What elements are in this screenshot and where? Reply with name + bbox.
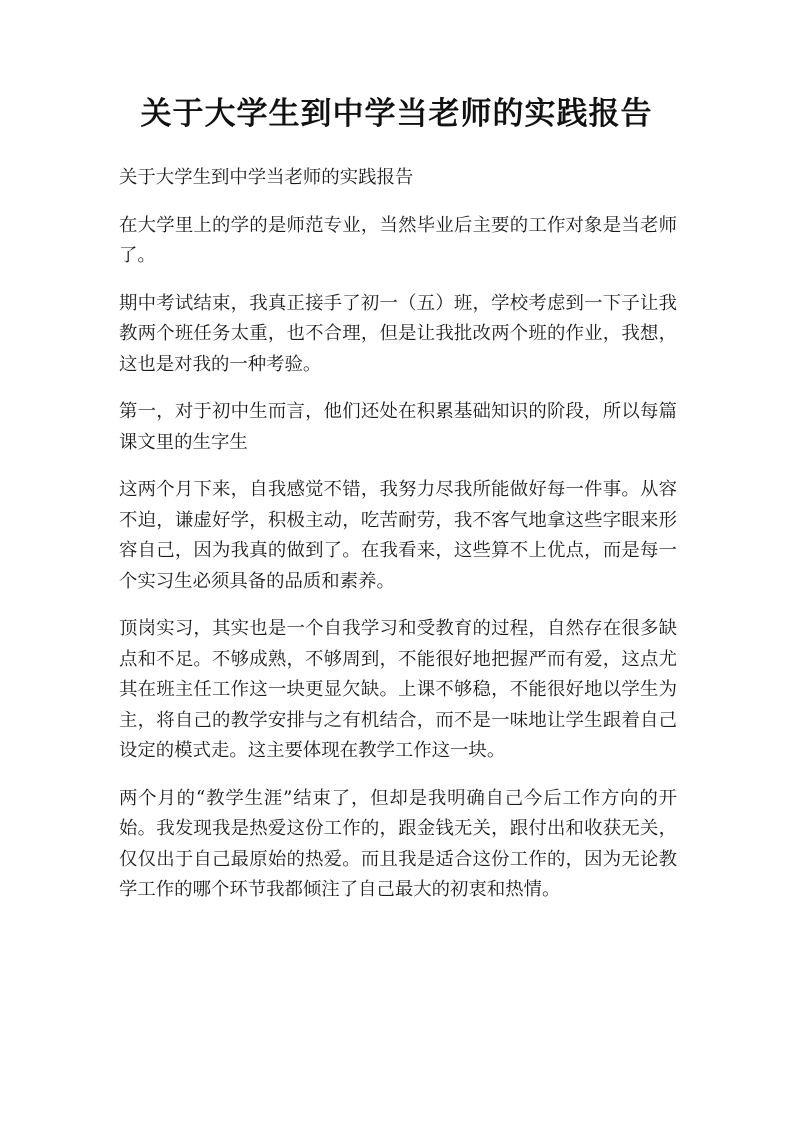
- paragraph-major: 在大学里上的学的是师范专业，当然毕业后主要的工作对象是当老师了。: [119, 214, 677, 266]
- paragraph-two-months: 这两个月下来，自我感觉不错，我努力尽我所能做好每一件事。从容不迫，谦虚好学，积极主动，吃苦耐劳，我不客气地拿这些字眼来形容自己，因为我真的做到了。在我看来，这些算不上优点，而是每一个实习生必须具备的品质和素养。: [119, 479, 677, 592]
- paragraph-subtitle: 关于大学生到中学当老师的实践报告: [119, 167, 414, 188]
- paragraph-first-point: 第一，对于初中生而言，他们还处在积累基础知识的阶段，所以每篇课文里的生字生: [119, 401, 677, 453]
- paragraph-internship-shortcomings: 顶岗实习，其实也是一个自我学习和受教育的过程，自然存在很多缺点和不足。不够成熟，不够周到，不能很好地把握严而有爱，这点尤其在班主任工作这一块更显欠缺。上课不够稳，不能很好地以学生为主，将自己的教学安排与之有机结合，而不是一味地让学生跟着自己设定的模式走。这主要体现在教学工作这一块。: [119, 618, 677, 761]
- document-body: [119, 163, 677, 923]
- paragraph-conclusion: 两个月的“教学生涯”结束了，但却是我明确自己今后工作方向的开始。我发现我是热爱这份工作的，跟金钱无关，跟付出和收获无关，仅仅出于自己最原始的热爱。而且我是适合这份工作的，因为无论教学工作的哪个环节我都倾注了自己最大的初衷和热情。: [119, 787, 677, 900]
- document-title: 关于大学生到中学当老师的实践报告: [140, 96, 653, 132]
- paragraph-midterm: 期中考试结束，我真正接手了初一（五）班，学校考虑到一下子让我教两个班任务太重，也不合理，但是让我批改两个班的作业，我想，这也是对我的一种考验。: [119, 292, 677, 375]
